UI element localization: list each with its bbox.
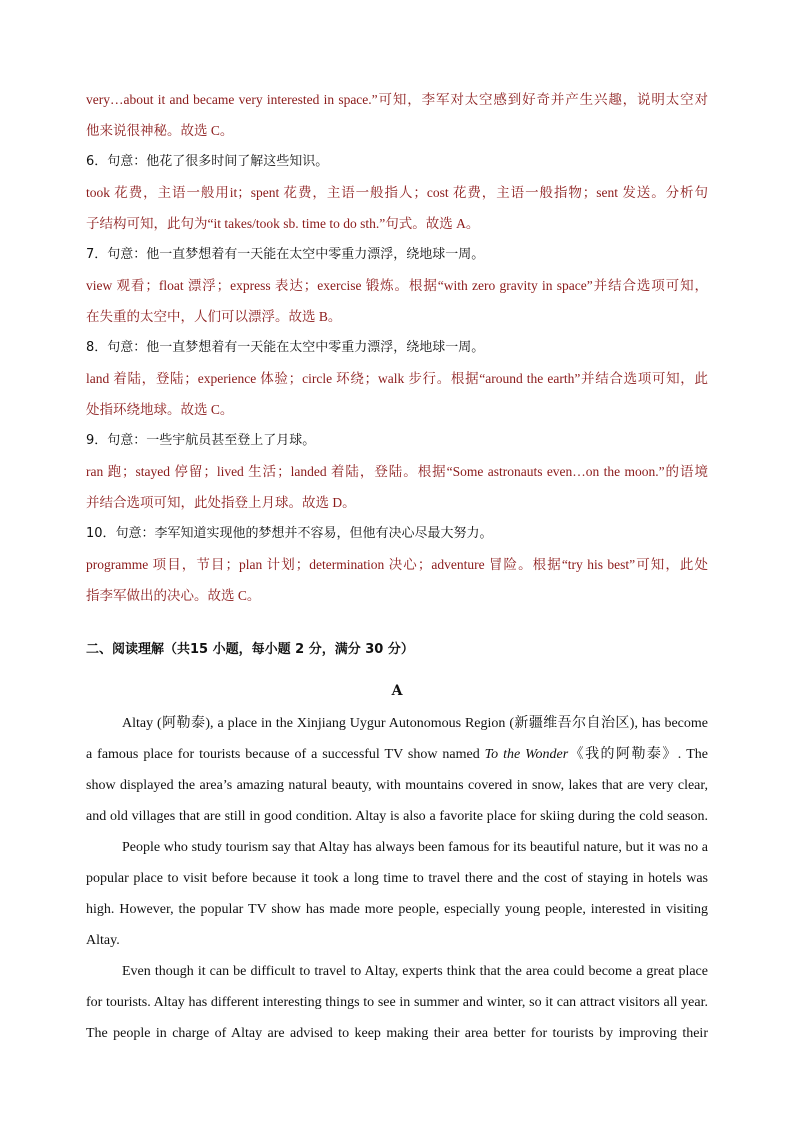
explanation-line: took 花费，主语一般用it；spent 花费，主语一般指人；cost 花费，主语一般指物；sent 发送。分析句 bbox=[86, 185, 708, 200]
passage-line: People who study tourism say that Altay has always been famous for its beautiful nature, but it was no a bbox=[122, 840, 708, 855]
question-translation-line: 6．句意：他花了很多时间了解这些知识。 bbox=[86, 154, 329, 169]
passage-text: 《我的阿勒泰》. The bbox=[568, 747, 708, 762]
answer-explanations bbox=[86, 84, 708, 611]
passage-line: The people in charge of Altay are advised to keep making their area better for tourists by improving their bbox=[86, 1026, 708, 1041]
reading-passage bbox=[86, 708, 708, 1049]
section-heading: 二、阅读理解（共15 小题，每小题 2 分，满分 30 分） bbox=[86, 642, 414, 657]
passage-line: popular place to visit before because it took a long time to travel there and the cost of staying in hotels was bbox=[86, 871, 708, 886]
question-translation-line: 7．句意：他一直梦想着有一天能在太空中零重力漂浮，绕地球一周。 bbox=[86, 247, 485, 262]
document-page bbox=[86, 84, 708, 1049]
passage-line: Even though it can be difficult to travel to Altay, experts think that the area could become a great place bbox=[122, 964, 708, 979]
explanation-line: very…about it and became very interested in space.”可知，李军对太空感到好奇并产生兴趣，说明太空对 bbox=[86, 92, 708, 107]
explanation-line: programme 项目，节目；plan 计划；determination 决心；adventure 冒险。根据“try his best”可知，此处 bbox=[86, 557, 708, 572]
explanation-line: ran 跑；stayed 停留；lived 生活；landed 着陆，登陆。根据“Some astronauts even…on the moon.”的语境 bbox=[86, 464, 708, 479]
explanation-line: 在失重的太空中，人们可以漂浮。故选 B。 bbox=[86, 309, 342, 324]
show-title: To the Wonder bbox=[484, 747, 569, 762]
passage-text: a famous place for tourists because of a successful TV show named bbox=[86, 747, 485, 762]
explanation-line: 子结构可知，此句为“it takes/took sb. time to do sth.”句式。故选 A。 bbox=[86, 216, 480, 231]
question-translation-line: 8．句意：他一直梦想着有一天能在太空中零重力漂浮，绕地球一周。 bbox=[86, 340, 485, 355]
passage-line: show displayed the area’s amazing natural beauty, with mountains covered in snow, lakes that are very clear, bbox=[86, 778, 708, 793]
passage-line: Altay. bbox=[86, 933, 120, 948]
explanation-line: 他来说很神秘。故选 C。 bbox=[86, 123, 234, 138]
explanation-line: land 着陆，登陆；experience 体验；circle 环绕；walk 步行。根据“around the earth”并结合选项可知，此 bbox=[86, 371, 708, 386]
explanation-line: view 观看；float 漂浮；express 表达；exercise 锻炼。根据“with zero gravity in space”并结合选项可知， bbox=[86, 278, 708, 293]
explanation-line: 并结合选项可知，此处指登上月球。故选 D。 bbox=[86, 495, 356, 510]
explanation-line: 处指环绕地球。故选 C。 bbox=[86, 402, 234, 417]
question-translation-line: 9．句意：一些宇航员甚至登上了月球。 bbox=[86, 433, 316, 448]
passage-line: for tourists. Altay has different interesting things to see in summer and winter, so it can attract visitors all year. bbox=[86, 995, 708, 1010]
passage-line: and old villages that are still in good condition. Altay is also a favorite place for skiing during the cold season. bbox=[86, 809, 708, 824]
explanation-line: 指李军做出的决心。故选 C。 bbox=[86, 588, 261, 603]
passage-line: Altay (阿勒泰), a place in the Xinjiang Uygur Autonomous Region (新疆维吾尔自治区), has become bbox=[122, 716, 708, 731]
passage-line: high. However, the popular TV show has made more people, especially young people, interested in visiting bbox=[86, 902, 708, 917]
question-translation-line: 10．句意：李军知道实现他的梦想并不容易，但他有决心尽最大努力。 bbox=[86, 526, 493, 541]
passage-title: A bbox=[391, 683, 403, 699]
passage-line bbox=[86, 739, 708, 770]
